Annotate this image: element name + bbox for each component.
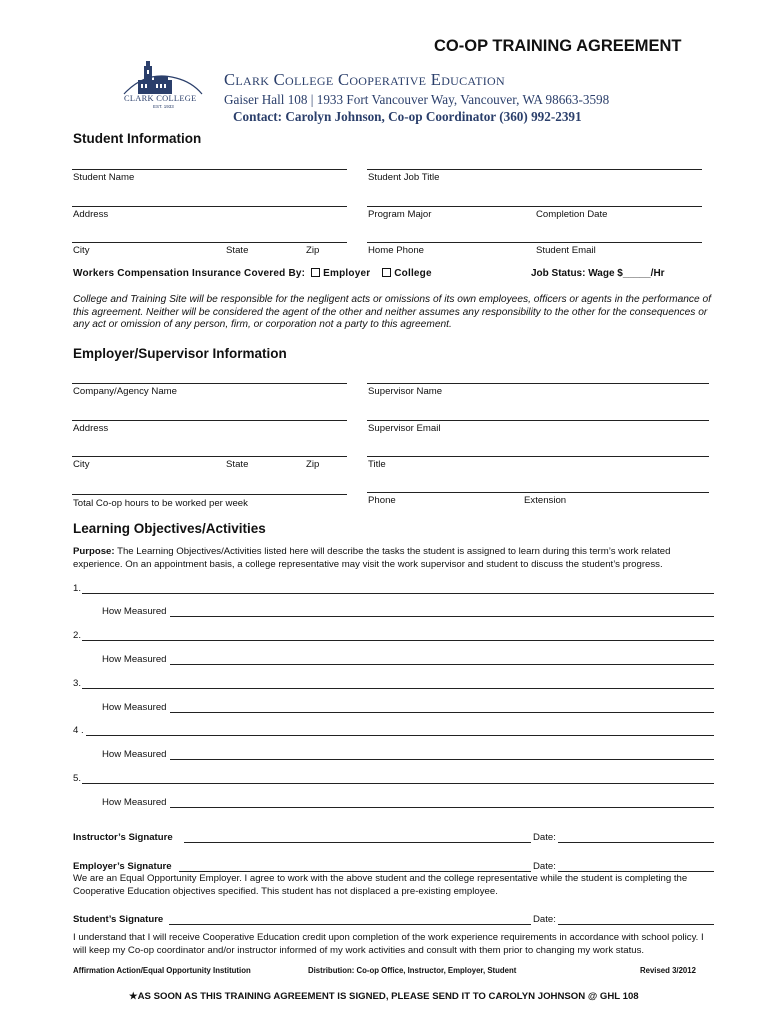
- employer-checkbox[interactable]: [311, 268, 320, 277]
- org-address: Gaiser Hall 108 | 1933 Fort Vancouver Way, Vancouver, WA 98663-3598: [224, 92, 610, 107]
- objective-1-number: 1.: [73, 583, 82, 594]
- how-measured-2-line[interactable]: [170, 664, 714, 665]
- student-address-field[interactable]: Address: [73, 209, 109, 220]
- purpose-text: The Learning Objectives/Activities listed here will describe the tasks the student is assigned to learn during this term’s work related experience. On an appointment basis, a college representative may visit the work supervisor and student to discuss the student’s progress.: [73, 546, 671, 570]
- employer-address-field[interactable]: Address: [73, 423, 109, 434]
- program-major-field[interactable]: Program Major: [368, 209, 432, 220]
- workers-comp-label: Workers Compensation Insurance Covered By:: [73, 268, 306, 279]
- revised-date: Revised 3/2012: [640, 966, 696, 975]
- learning-objectives-heading: Learning Objectives/Activities: [73, 521, 266, 536]
- completion-date-field[interactable]: Completion Date: [536, 209, 608, 220]
- objective-5-line[interactable]: [82, 783, 714, 784]
- student-zip-field[interactable]: Zip: [306, 245, 320, 256]
- employer-state-field[interactable]: State: [226, 459, 249, 470]
- org-name: Clark College Cooperative Education: [224, 70, 505, 89]
- college-checkbox-label: College: [394, 268, 432, 279]
- employer-zip-field[interactable]: Zip: [306, 459, 320, 470]
- objective-3-number: 3.: [73, 678, 82, 689]
- college-checkbox[interactable]: [382, 268, 391, 277]
- logo-name: CLARK COLLEGE: [124, 94, 197, 103]
- student-statement: I understand that I will receive Cooperative Education credit upon completion of the work experience requirements in accordance with school policy. I will keep my Co-op coordinator and/or instructor informed of my work activities and consult with them prior to changing my work status.: [73, 932, 704, 956]
- instructor-signature-line[interactable]: [184, 842, 531, 843]
- employer-statement: We are an Equal Opportunity Employer. I agree to work with the above student and the college representative while the student is completing the Cooperative Education objectives specified. This student has not displaced a pre-existing employee.: [73, 873, 688, 897]
- document-title: CO-OP TRAINING AGREEMENT: [434, 37, 682, 55]
- objective-1-line[interactable]: [82, 593, 714, 594]
- how-measured-4-label: How Measured: [102, 749, 167, 760]
- how-measured-5-line[interactable]: [170, 807, 714, 808]
- objective-3-line[interactable]: [82, 688, 714, 689]
- objective-2-number: 2.: [73, 630, 82, 641]
- employer-info-heading: Employer/Supervisor Information: [73, 346, 287, 361]
- instructor-date-line[interactable]: [558, 842, 714, 843]
- employer-signature-label: Employer’s Signature: [73, 861, 172, 872]
- how-measured-5-label: How Measured: [102, 797, 167, 808]
- supervisor-email-field[interactable]: Supervisor Email: [368, 423, 441, 434]
- org-contact: Contact: Carolyn Johnson, Co-op Coordinator (360) 992-2391: [233, 109, 582, 124]
- coop-hours-field[interactable]: Total Co-op hours to be worked per week: [73, 498, 248, 509]
- how-measured-2-label: How Measured: [102, 654, 167, 665]
- how-measured-3-label: How Measured: [102, 702, 167, 713]
- purpose-paragraph: [73, 546, 713, 571]
- student-date-line[interactable]: [558, 924, 714, 925]
- employer-date-line[interactable]: [558, 871, 714, 872]
- employer-city-field[interactable]: City: [73, 459, 90, 470]
- supervisor-title-field[interactable]: Title: [368, 459, 386, 470]
- send-notice: ★AS SOON AS THIS TRAINING AGREEMENT IS SIGNED, PLEASE SEND IT TO CAROLYN JOHNSON @ GHL 108: [129, 991, 639, 1002]
- how-measured-4-line[interactable]: [170, 759, 714, 760]
- student-city-field[interactable]: City: [73, 245, 90, 256]
- purpose-label: Purpose:: [73, 546, 115, 557]
- student-email-field[interactable]: Student Email: [536, 245, 596, 256]
- instructor-signature-label: Instructor’s Signature: [73, 832, 173, 843]
- student-date-label: Date:: [533, 914, 556, 925]
- supervisor-name-field[interactable]: Supervisor Name: [368, 386, 443, 397]
- star-icon: ★: [129, 991, 138, 1002]
- student-job-title-field[interactable]: Student Job Title: [368, 172, 440, 183]
- student-state-field[interactable]: State: [226, 245, 249, 256]
- student-signature-label: Student’s Signature: [73, 914, 164, 925]
- liability-statement: College and Training Site will be responsible for the negligent acts or omissions of its own employees, officers or agents in the performance of this agreement. Neither will be considered the agent of the other and neither assumes any responsibility to the other for the consequences or any act or omission of any person, firm, or corporation not a party to this agreement.: [73, 294, 711, 330]
- how-measured-1-label: How Measured: [102, 606, 167, 617]
- job-status-wage[interactable]: Job Status: Wage $_____/Hr: [531, 268, 665, 279]
- supervisor-phone-field[interactable]: Phone: [368, 495, 396, 506]
- how-measured-3-line[interactable]: [170, 712, 714, 713]
- instructor-date-label: Date:: [533, 832, 556, 843]
- distribution-text: Distribution: Co-op Office, Instructor, Employer, Student: [308, 966, 517, 975]
- company-name-field[interactable]: Company/Agency Name: [73, 386, 177, 397]
- employer-signature-line[interactable]: [179, 871, 531, 872]
- student-info-heading: Student Information: [73, 131, 202, 146]
- logo-est: EST. 1933: [153, 104, 174, 109]
- affirmation-text: Affirmation Action/Equal Opportunity Institution: [73, 966, 251, 975]
- objective-5-number: 5.: [73, 773, 82, 784]
- employer-checkbox-label: Employer: [323, 268, 371, 279]
- employer-date-label: Date:: [533, 861, 556, 872]
- supervisor-extension-field[interactable]: Extension: [524, 495, 567, 506]
- home-phone-field[interactable]: Home Phone: [368, 245, 424, 256]
- student-signature-line[interactable]: [169, 924, 531, 925]
- student-name-field[interactable]: Student Name: [73, 172, 135, 183]
- objective-4-line[interactable]: [86, 735, 714, 736]
- objective-2-line[interactable]: [82, 640, 714, 641]
- how-measured-1-line[interactable]: [170, 616, 714, 617]
- objective-4-number: 4 .: [73, 725, 84, 736]
